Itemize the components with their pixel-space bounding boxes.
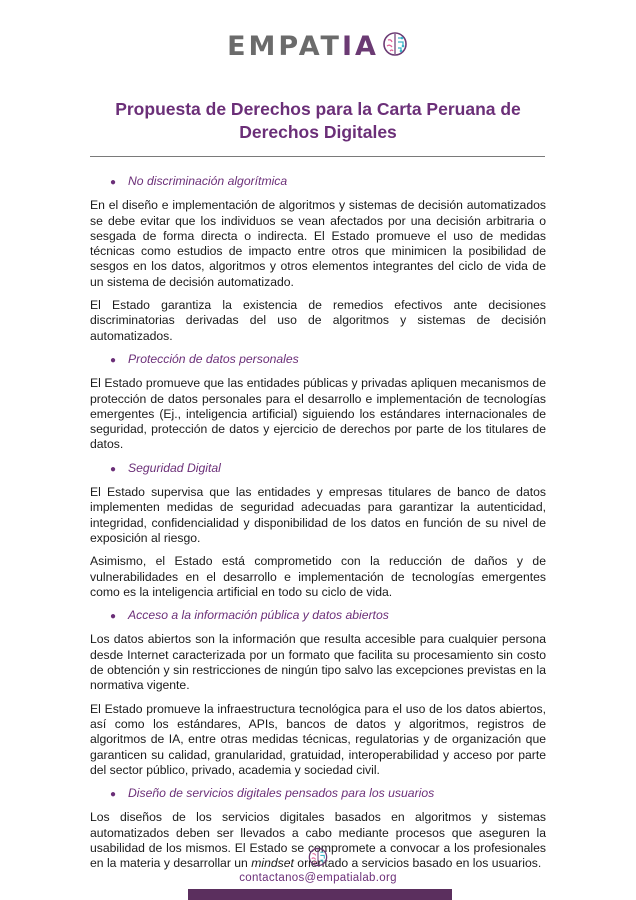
paragraph: Los diseños de los servicios digitales basados en algoritmos y sistemas automatizados deben ser llevados a cabo mediante procesos que aseguren la usabilidad de los mismos. El Estado se compromete a convocar a los profesionales en la materia y desarrollar un mindset orientado a servicios basado en los usuarios. bbox=[90, 810, 546, 871]
bullet-icon: ● bbox=[110, 789, 117, 801]
section-heading-text: No discriminación algorítmica bbox=[128, 174, 288, 188]
section-heading-text: Protección de datos personales bbox=[128, 351, 299, 366]
section-heading bbox=[90, 174, 546, 190]
footer-brain-icon bbox=[0, 846, 636, 868]
footer-email-link[interactable]: contactanos@empatialab.org bbox=[239, 872, 397, 884]
logo-text bbox=[227, 32, 379, 62]
paragraph: En el diseño e implementación de algoritmos y sistemas de decisión automatizados se debe evitar que los individuos se vean afectados por una decisión arbitraria o sesgada de forma directa o indirecta. El Estado promueve el uso de medidas técnicas como estudios de impacto entre otros que minimicen la posibilidad de sesgos en los datos, algoritmos y otros elementos integrantes del ciclo de vida de un sistema de decisión automatizado. bbox=[90, 198, 546, 289]
section-heading bbox=[90, 461, 546, 477]
title-divider bbox=[90, 156, 545, 157]
document-body bbox=[90, 174, 546, 880]
section-heading bbox=[90, 786, 546, 802]
page-title: Propuesta de Derechos para la Carta Peruana de Derechos Digitales bbox=[115, 99, 521, 142]
brain-icon bbox=[381, 30, 409, 63]
footer-bar bbox=[188, 889, 452, 900]
bullet-icon: ● bbox=[110, 611, 117, 623]
section-heading-text: Acceso a la información pública y datos abiertos bbox=[128, 608, 389, 623]
bullet-icon: ● bbox=[110, 354, 117, 366]
paragraph: El Estado supervisa que las entidades y empresas titulares de banco de datos implementen medidas de seguridad adecuadas para garantizar la autenticidad, integridad, confidencialidad y disponibilidad de los datos en función de su nivel de exposición al riesgo. bbox=[90, 485, 546, 545]
logo-text-main: EMPAT bbox=[227, 30, 342, 62]
logo-text-accent: IA bbox=[341, 30, 379, 62]
paragraph: El Estado garantiza la existencia de remedios efectivos ante decisiones discriminatorias derivadas del uso de algoritmos y sistemas de decisión automatizados. bbox=[90, 298, 546, 343]
section-heading-text: Diseño de servicios digitales pensados para los usuarios bbox=[128, 786, 435, 801]
paragraph: El Estado promueve la infraestructura tecnológica para el uso de los datos abiertos, así como los estándares, APIs, bancos de datos y algoritmos, registros de algoritmos de IA, entre otras medidas técnicas, regulatorias y de organización que garanticen su calidad, granularidad, gratuidad, interoperabilidad y acceso por parte del sector público, privado, academia y sociedad civil. bbox=[90, 701, 546, 777]
paragraph: Los datos abiertos son la información que resulta accesible para cualquier persona desde Internet caracterizada por un formato que facilita su procesamiento sin costo de obtención y sin restricciones de ningún tipo salvo las excepciones previstas en la normativa vigente. bbox=[90, 632, 546, 693]
paragraph: Asimismo, el Estado está comprometido con la reducción de daños y de vulnerabilidades en el desarrollo e implementación de tecnologías emergentes como es la inteligencia artificial en todo su ciclo de vida. bbox=[90, 554, 546, 599]
section-heading bbox=[90, 352, 546, 368]
bullet-icon: ● bbox=[110, 463, 117, 475]
paragraph: El Estado promueve que las entidades públicas y privadas apliquen mecanismos de protección de datos personales para el desarrollo e implementación de tecnologías emergentes (Ej., inteligencia artificial) siguiendo los estándares internacionales de seguridad, protección de datos y ejercicio de derechos por parte de los titulares de datos. bbox=[90, 376, 546, 452]
section-heading bbox=[90, 608, 546, 624]
logo bbox=[0, 30, 636, 63]
bullet-icon: ● bbox=[110, 177, 117, 188]
section-heading-text: Seguridad Digital bbox=[128, 460, 221, 475]
